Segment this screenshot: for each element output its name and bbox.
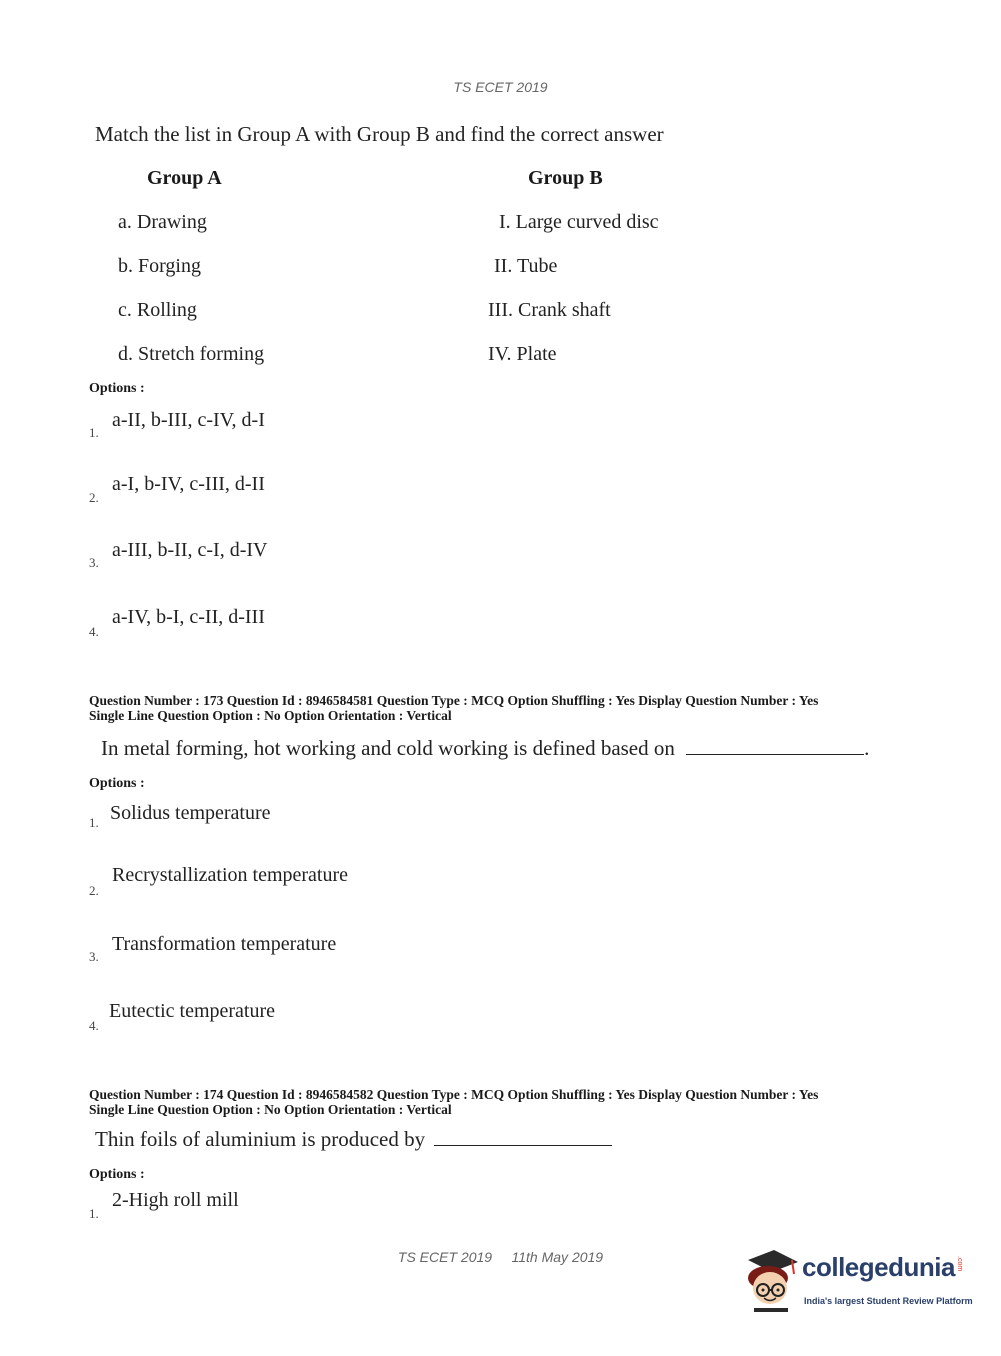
question-meta: Question Number : 173 Question Id : 8946584581 Question Type : MCQ Option Shuffling : Yes Display Question Number : Yes <box>89 693 819 708</box>
question-174-text <box>95 1127 612 1152</box>
option-text: 2-High roll mill <box>112 1189 239 1211</box>
option-text: Eutectic temperature <box>109 1000 276 1022</box>
answer-blank <box>686 736 864 755</box>
question-meta: Single Line Question Option : No Option Orientation : Vertical <box>89 1102 452 1117</box>
group-b-item: IV. Plate <box>488 343 557 365</box>
page-header: TS ECET 2019 <box>453 79 548 95</box>
logo-tagline: India's largest Student Review Platform <box>804 1296 973 1306</box>
question-text: Thin foils of aluminium is produced by <box>95 1127 426 1151</box>
page-footer: TS ECET 2019 11th May 2019 <box>397 1249 604 1265</box>
collegedunia-logo <box>740 1248 973 1318</box>
option-number: 2. <box>89 490 99 505</box>
option-number: 1. <box>89 815 99 830</box>
options-label: Options : <box>89 776 145 791</box>
option-number: 3. <box>89 949 99 964</box>
group-b-heading: Group B <box>528 167 603 189</box>
options-label: Options : <box>89 1167 145 1182</box>
option-number: 1. <box>89 1206 99 1221</box>
option-number: 3. <box>89 555 99 570</box>
option-number: 4. <box>89 624 99 639</box>
option-text: Solidus temperature <box>110 802 271 824</box>
question-meta: Question Number : 174 Question Id : 8946584582 Question Type : MCQ Option Shuffling : Yes Display Question Number : Yes <box>89 1087 819 1102</box>
option-number: 2. <box>89 883 99 898</box>
logo-name: collegedunia <box>802 1252 955 1282</box>
option-text: Transformation temperature <box>112 933 337 955</box>
group-b-item: I. Large curved disc <box>499 211 659 233</box>
group-b-item: II. Tube <box>494 255 558 277</box>
logo-domain: .com <box>956 1256 963 1272</box>
options-label: Options : <box>89 381 145 396</box>
group-a-item: c. Rolling <box>118 299 197 321</box>
option-text: a-I, b-IV, c-III, d-II <box>112 473 265 495</box>
answer-blank <box>434 1127 612 1146</box>
group-a-item: a. Drawing <box>118 211 207 233</box>
option-text: a-II, b-III, c-IV, d-I <box>112 409 265 431</box>
option-number: 4. <box>89 1018 99 1033</box>
question-text: In metal forming, hot working and cold working is defined based on <box>101 736 675 760</box>
option-text: a-IV, b-I, c-II, d-III <box>112 606 265 628</box>
group-a-item: b. Forging <box>118 255 201 277</box>
group-b-item: III. Crank shaft <box>488 299 611 321</box>
question-173-text <box>101 736 869 761</box>
group-a-heading: Group A <box>147 167 222 189</box>
option-number: 1. <box>89 425 99 440</box>
question-meta: Single Line Question Option : No Option Orientation : Vertical <box>89 708 452 723</box>
option-text: Recrystallization temperature <box>112 864 349 886</box>
mascot-icon <box>740 1248 802 1318</box>
question-172-text: Match the list in Group A with Group B and find the correct answer <box>95 122 664 146</box>
group-a-item: d. Stretch forming <box>118 343 265 365</box>
option-text: a-III, b-II, c-I, d-IV <box>112 539 268 561</box>
question-end: . <box>864 736 870 760</box>
